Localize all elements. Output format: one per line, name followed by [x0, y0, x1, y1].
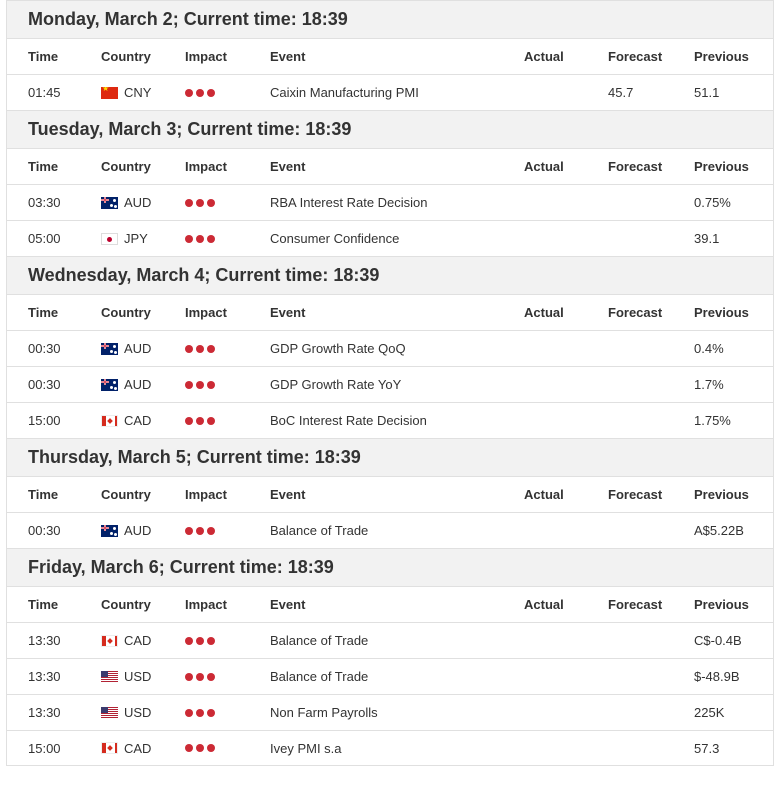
column-header-actual: Actual	[524, 487, 564, 502]
column-header-previous: Previous	[694, 487, 749, 502]
aud-flag-icon	[101, 343, 118, 355]
event-time: 05:00	[28, 231, 61, 246]
event-previous: C$-0.4B	[694, 633, 742, 648]
impact-indicator	[185, 673, 218, 681]
cny-flag-icon	[101, 87, 118, 99]
column-header-impact: Impact	[185, 159, 227, 174]
country-code: AUD	[124, 341, 152, 356]
column-header-actual: Actual	[524, 159, 564, 174]
column-header-actual: Actual	[524, 49, 564, 64]
event-time: 00:30	[28, 523, 61, 538]
column-header-row	[6, 476, 774, 512]
column-header-previous: Previous	[694, 49, 749, 64]
column-header-forecast: Forecast	[608, 49, 663, 64]
impact-dot-icon	[196, 673, 204, 681]
country-code: JPY	[124, 231, 148, 246]
column-header-actual: Actual	[524, 597, 564, 612]
event-name[interactable]: RBA Interest Rate Decision	[270, 195, 428, 210]
column-header-actual: Actual	[524, 305, 564, 320]
column-header-country: Country	[101, 487, 151, 502]
day-header: Friday, March 6; Current time: 18:39	[6, 548, 774, 586]
column-header-time: Time	[28, 49, 59, 64]
day-header: Monday, March 2; Current time: 18:39	[6, 0, 774, 38]
aud-flag-icon	[101, 525, 118, 537]
event-row[interactable]	[6, 184, 774, 220]
country-code: USD	[124, 669, 152, 684]
impact-dot-icon	[185, 417, 193, 425]
country-code: CAD	[124, 633, 152, 648]
aud-flag-icon	[101, 379, 118, 391]
column-header-forecast: Forecast	[608, 597, 663, 612]
event-row[interactable]	[6, 402, 774, 438]
column-header-row	[6, 294, 774, 330]
impact-dot-icon	[196, 744, 204, 752]
event-country	[101, 669, 151, 684]
impact-dot-icon	[207, 709, 215, 717]
column-header-impact: Impact	[185, 597, 227, 612]
impact-dot-icon	[185, 744, 193, 752]
impact-dot-icon	[196, 637, 204, 645]
event-time: 13:30	[28, 669, 61, 684]
column-header-forecast: Forecast	[608, 305, 663, 320]
economic-calendar	[6, 0, 774, 766]
event-time: 03:30	[28, 195, 61, 210]
event-country	[101, 377, 151, 392]
event-country	[101, 741, 151, 756]
aud-flag-icon	[101, 197, 118, 209]
impact-dot-icon	[185, 381, 193, 389]
event-country	[101, 705, 151, 720]
impact-indicator	[185, 345, 218, 353]
impact-dot-icon	[185, 709, 193, 717]
impact-dot-icon	[185, 199, 193, 207]
impact-indicator	[185, 744, 218, 752]
event-country	[101, 633, 151, 648]
impact-dot-icon	[207, 527, 215, 535]
event-previous: 225K	[694, 705, 725, 720]
event-previous: A$5.22B	[694, 523, 744, 538]
event-previous: 39.1	[694, 231, 720, 246]
jpy-flag-icon	[101, 233, 118, 245]
column-header-event: Event	[270, 597, 306, 612]
day-header: Wednesday, March 4; Current time: 18:39	[6, 256, 774, 294]
impact-dot-icon	[185, 527, 193, 535]
column-header-previous: Previous	[694, 305, 749, 320]
day-section	[6, 0, 774, 110]
impact-indicator	[185, 199, 218, 207]
event-time: 13:30	[28, 705, 61, 720]
event-time: 13:30	[28, 633, 61, 648]
column-header-row	[6, 38, 774, 74]
event-name[interactable]: Consumer Confidence	[270, 231, 400, 246]
usd-flag-icon	[101, 671, 118, 683]
country-code: AUD	[124, 523, 152, 538]
impact-dot-icon	[185, 235, 193, 243]
impact-dot-icon	[207, 417, 215, 425]
impact-dot-icon	[196, 417, 204, 425]
column-header-time: Time	[28, 487, 59, 502]
column-header-event: Event	[270, 487, 306, 502]
event-row[interactable]	[6, 74, 774, 110]
usd-flag-icon	[101, 707, 118, 719]
event-name[interactable]: GDP Growth Rate YoY	[270, 377, 402, 392]
event-name[interactable]: Ivey PMI s.a	[270, 740, 342, 756]
event-name[interactable]: Non Farm Payrolls	[270, 705, 378, 720]
impact-indicator	[185, 527, 218, 535]
column-header-previous: Previous	[694, 597, 749, 612]
column-header-country: Country	[101, 159, 151, 174]
event-name[interactable]: Balance of Trade	[270, 669, 369, 684]
event-row[interactable]	[6, 694, 774, 730]
impact-indicator	[185, 709, 218, 717]
impact-dot-icon	[207, 381, 215, 389]
event-time: 15:00	[28, 413, 61, 428]
day-section	[6, 256, 774, 438]
event-previous: $-48.9B	[694, 669, 740, 684]
impact-dot-icon	[207, 744, 215, 752]
event-row[interactable]	[6, 366, 774, 402]
impact-dot-icon	[207, 89, 215, 97]
impact-indicator	[185, 637, 218, 645]
event-country	[101, 523, 151, 538]
impact-dot-icon	[185, 345, 193, 353]
event-name[interactable]: Balance of Trade	[270, 523, 369, 538]
event-time: 15:00	[28, 740, 61, 756]
day-section	[6, 110, 774, 256]
column-header-previous: Previous	[694, 159, 749, 174]
impact-indicator	[185, 235, 218, 243]
event-name[interactable]: BoC Interest Rate Decision	[270, 413, 427, 428]
event-row[interactable]	[6, 622, 774, 658]
country-code: CAD	[124, 413, 152, 428]
impact-dot-icon	[207, 199, 215, 207]
event-name[interactable]: Balance of Trade	[270, 633, 369, 648]
event-country	[101, 341, 151, 356]
column-header-forecast: Forecast	[608, 159, 663, 174]
impact-dot-icon	[196, 381, 204, 389]
impact-dot-icon	[185, 637, 193, 645]
event-country	[101, 231, 148, 246]
event-previous: 57.3	[694, 740, 720, 756]
country-code: USD	[124, 705, 152, 720]
event-name[interactable]: GDP Growth Rate QoQ	[270, 341, 406, 356]
column-header-row	[6, 586, 774, 622]
cad-flag-icon	[101, 742, 118, 754]
event-row[interactable]	[6, 330, 774, 366]
event-row[interactable]	[6, 512, 774, 548]
column-header-impact: Impact	[185, 49, 227, 64]
country-code: AUD	[124, 377, 152, 392]
impact-dot-icon	[185, 89, 193, 97]
event-country	[101, 85, 151, 100]
event-row[interactable]	[6, 220, 774, 256]
column-header-country: Country	[101, 49, 151, 64]
event-forecast: 45.7	[608, 85, 634, 100]
event-previous: 1.7%	[694, 377, 724, 392]
country-code: AUD	[124, 195, 152, 210]
column-header-impact: Impact	[185, 487, 227, 502]
event-row[interactable]	[6, 658, 774, 694]
impact-dot-icon	[207, 235, 215, 243]
event-time: 00:30	[28, 341, 61, 356]
event-country	[101, 413, 151, 428]
cad-flag-icon	[101, 415, 118, 427]
country-code: CNY	[124, 85, 152, 100]
event-time: 00:30	[28, 377, 61, 392]
event-previous: 1.75%	[694, 413, 731, 428]
column-header-event: Event	[270, 49, 306, 64]
column-header-country: Country	[101, 597, 151, 612]
impact-dot-icon	[185, 673, 193, 681]
event-row[interactable]	[6, 730, 774, 766]
column-header-time: Time	[28, 305, 59, 320]
impact-dot-icon	[207, 345, 215, 353]
impact-dot-icon	[196, 199, 204, 207]
impact-dot-icon	[207, 637, 215, 645]
day-section	[6, 438, 774, 548]
event-previous: 0.75%	[694, 195, 731, 210]
impact-indicator	[185, 417, 218, 425]
column-header-row	[6, 148, 774, 184]
impact-indicator	[185, 381, 218, 389]
event-previous: 51.1	[694, 85, 720, 100]
column-header-event: Event	[270, 305, 306, 320]
cad-flag-icon	[101, 635, 118, 647]
country-code: CAD	[124, 740, 152, 756]
event-name[interactable]: Caixin Manufacturing PMI	[270, 85, 419, 100]
column-header-time: Time	[28, 597, 59, 612]
day-header: Thursday, March 5; Current time: 18:39	[6, 438, 774, 476]
column-header-impact: Impact	[185, 305, 227, 320]
impact-indicator	[185, 89, 218, 97]
column-header-country: Country	[101, 305, 151, 320]
column-header-event: Event	[270, 159, 306, 174]
impact-dot-icon	[196, 709, 204, 717]
event-time: 01:45	[28, 85, 61, 100]
day-header: Tuesday, March 3; Current time: 18:39	[6, 110, 774, 148]
impact-dot-icon	[196, 89, 204, 97]
column-header-forecast: Forecast	[608, 487, 663, 502]
day-section	[6, 548, 774, 766]
column-header-time: Time	[28, 159, 59, 174]
impact-dot-icon	[207, 673, 215, 681]
impact-dot-icon	[196, 345, 204, 353]
event-previous: 0.4%	[694, 341, 724, 356]
impact-dot-icon	[196, 527, 204, 535]
impact-dot-icon	[196, 235, 204, 243]
event-country	[101, 195, 151, 210]
